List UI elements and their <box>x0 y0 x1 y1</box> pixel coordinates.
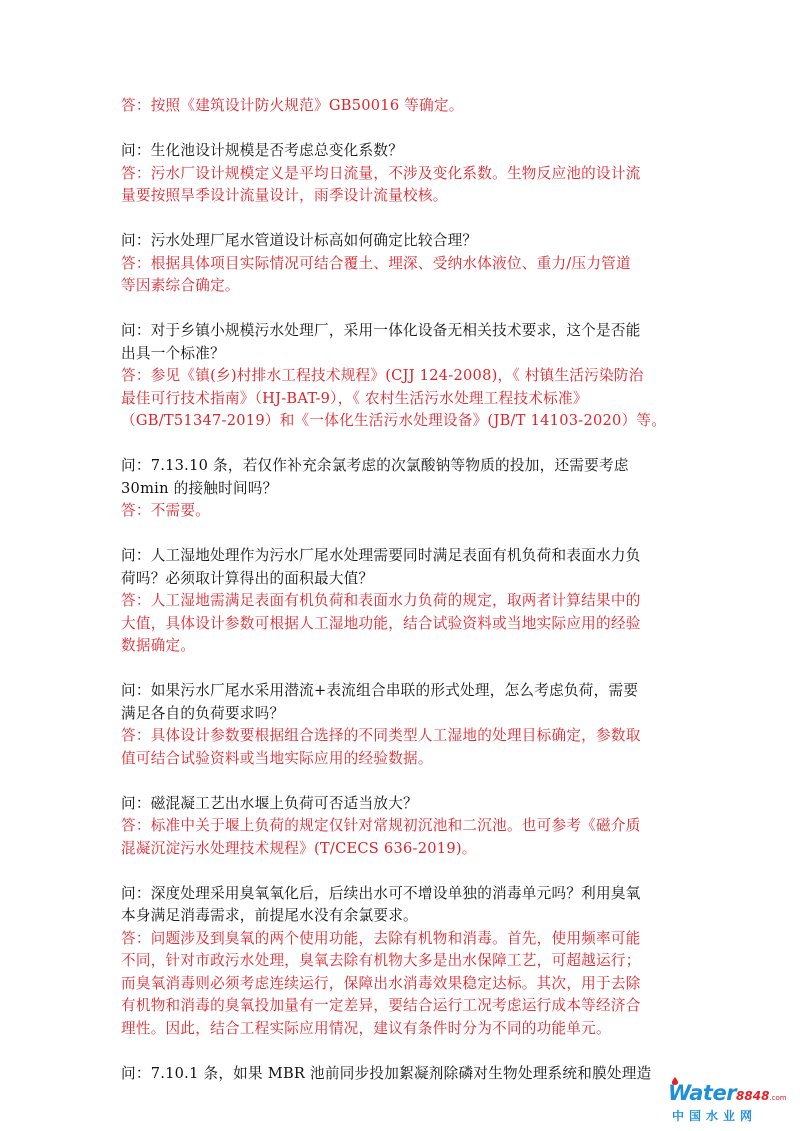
paragraph-gap <box>121 433 687 456</box>
question-line: 问：7.10.1 条，如果 MBR 池前同步投加絮凝剂除磷对生物处理系统和膜处理造 <box>121 1064 652 1082</box>
answer-line: 答：问题涉及到臭氧的两个使用功能，去除有机物和消毒。首先，使用频率可能 <box>121 929 641 947</box>
answer-line: 答：人工湿地需满足表面有机负荷和表面水力负荷的规定，取两者计算结果中的 <box>121 592 641 609</box>
question-line: 问：人工湿地处理作为污水厂尾水处理需要同时满足表面有机负荷和表面水力负 <box>121 547 641 564</box>
logo-tagline: 中国水业网 <box>672 1109 758 1123</box>
paragraph-gap <box>121 860 687 883</box>
question-line: 30min 的接触时间吗？ <box>121 479 278 497</box>
qa-content <box>121 95 687 1085</box>
paragraph-gap <box>121 1040 687 1063</box>
answer-line: （GB/T51347-2019）和《一体化生活污水处理设备》(JB/T 14103-2020）等。 <box>121 412 667 429</box>
paragraph-gap <box>121 208 687 231</box>
question-line: 问：磁混凝工艺出水堰上负荷可否适当放大？ <box>121 794 418 812</box>
paragraph-gap <box>121 770 687 793</box>
paragraph-gap <box>121 298 687 321</box>
answer-line: 而臭氧消毒则必须考虑连续运行，保障出水消毒效果稳定达标。其次，用于去除 <box>121 974 641 992</box>
answer-line: 值可结合试验资料或当地实际应用的经验数据。 <box>121 749 433 767</box>
logo-wordmark <box>668 1081 787 1105</box>
answer-line: 等因素综合确定。 <box>121 277 240 294</box>
question-line: 满足各自的负荷要求吗？ <box>121 704 285 722</box>
question-line: 荷吗？必须取计算得出的面积最大值？ <box>121 569 374 587</box>
question-line: 出具一个标准？ <box>121 344 225 362</box>
question-line: 问：对于乡镇小规模污水处理厂，采用一体化设备无相关技术要求，这个是否能 <box>121 322 641 339</box>
answer-line: 答：具体设计参数要根据组合选择的不同类型人工湿地的处理目标确定，参数取 <box>121 727 641 744</box>
answer-line: 答：不需要。 <box>121 502 211 519</box>
answer-line: 理性。因此，结合工程实际应用情况，建议有条件时分为不同的功能单元。 <box>121 1019 611 1037</box>
logo-domain: .com <box>769 1094 787 1102</box>
question-line: 问：7.13.10 条，若仅作补充余氯考虑的次氯酸钠等物质的投加，还需要考虑 <box>121 457 629 474</box>
answer-line: 答：污水厂设计规模定义是平均日流量，不涉及变化系数。生物反应池的设计流 <box>121 164 641 182</box>
question-line: 问：深度处理采用臭氧氧化后，后续出水可不增设单独的消毒单元吗？利用臭氧 <box>121 884 641 902</box>
logo-number: 8848 <box>736 1089 770 1103</box>
answer-line: 最佳可行技术指南》（HJ-BAT-9），《 农村生活污水处理工程技术标准》 <box>121 389 588 407</box>
water8848-logo <box>668 1081 792 1125</box>
answer-line: 答：参见《镇(乡)村排水工程技术规程》(CJJ 124-2008)，《 村镇生活污染防治 <box>121 367 644 384</box>
answer-line: 不同，针对市政污水处理，臭氧去除有机物大多是出水保障工艺，可超越运行； <box>121 952 641 969</box>
answer-line: 答：根据具体项目实际情况可结合覆土、埋深、受纳水体液位、重力/压力管道 <box>121 254 631 272</box>
answer-line: 大值，具体设计参数可根据人工湿地功能，结合试验资料或当地实际应用的经验 <box>121 614 641 632</box>
answer-line: 数据确定。 <box>121 637 196 654</box>
answer-line: 量要按照旱季设计流量设计，雨季设计流量校核。 <box>121 187 448 204</box>
answer-line: 有机物和消毒的臭氧投加量有一定差异，要结合运行工况考虑运行成本等经济合 <box>121 997 641 1014</box>
paragraph-gap <box>121 523 687 546</box>
question-line: 问：污水处理厂尾水管道设计标高如何确定比较合理？ <box>121 232 478 249</box>
paragraph-gap <box>121 658 687 681</box>
answer-line: 答：按照《建筑设计防火规范》GB50016 等确定。 <box>121 97 464 114</box>
logo-brand: Water <box>668 1081 737 1105</box>
question-line: 问：生化池设计规模是否考虑总变化系数？ <box>121 142 404 159</box>
answer-line: 答：标准中关于堰上负荷的规定仅针对常规初沉池和二沉池。也可参考《磁介质 <box>121 817 641 834</box>
question-line: 本身满足消毒需求，前提尾水没有余氯要求。 <box>121 907 418 924</box>
paragraph-gap <box>121 118 687 141</box>
question-line: 问：如果污水厂尾水采用潜流+表流组合串联的形式处理，怎么考虑负荷，需要 <box>121 682 639 699</box>
answer-line: 混凝沉淀污水处理技术规程》(T/CECS 636-2019)。 <box>121 839 477 857</box>
